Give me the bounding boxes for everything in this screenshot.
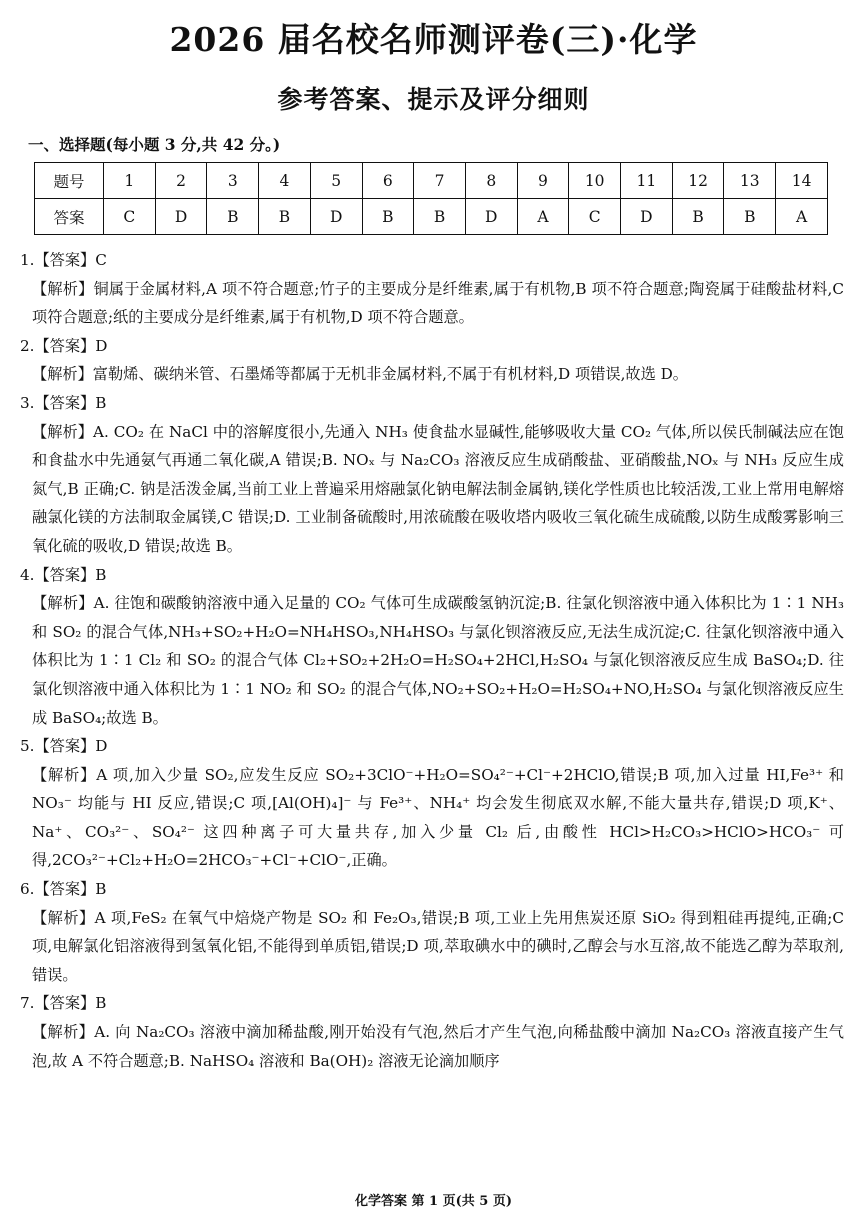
- page-title: 2026 届名校名师测评卷(三)·化学: [169, 20, 698, 59]
- answer-line: 7.【答案】B: [20, 994, 107, 1013]
- question-number: 11: [621, 163, 673, 199]
- question-number: 10: [569, 163, 621, 199]
- answer-cell: C: [569, 199, 621, 235]
- question-number: 12: [672, 163, 724, 199]
- answer-cell: B: [724, 199, 776, 235]
- explanation-text: 【解析】A 项,FeS₂ 在氧气中焙烧产物是 SO₂ 和 Fe₂O₃,错误;B 项,工业上先用焦炭还原 SiO₂ 得到粗硅再提纯,正确;C 项,电解氯化铝溶液得到氢氧化铝,不能得到单质铝,错误;D 项,萃取碘水中的碘时,乙醇会与水互溶,故不能选乙醇为萃取剂,错误。: [32, 908, 844, 984]
- question-number: 9: [517, 163, 569, 199]
- row-label-number: 题号: [35, 163, 104, 199]
- explanation-text: 【解析】A. CO₂ 在 NaCl 中的溶解度很小,先通入 NH₃ 使食盐水显碱性,能够吸收大量 CO₂ 气体,所以侯氏制碱法应在饱和食盐水中先通氨气再通二氧化碳,A 错误;B. NOₓ 与 Na₂CO₃ 溶液反应生成硝酸盐、亚硝酸盐,NOₓ 与 NH₃ 反应生成氮气,B 正确;C. 钠是活泼金属,当前工业上普遍采用熔融氯化钠电解法制金属钠,镁化学性质也比较活泼,工业上常用电解熔融氯化镁的方法制取金属镁,C 错误;D. 工业制备硫酸时,用浓硫酸在吸收塔内吸收三氧化硫生成硫酸,以防生成酸雾影响三氧化硫的吸收,D 错误;故选 B。: [32, 422, 844, 555]
- item-1: [18, 246, 844, 332]
- item-7: [18, 989, 844, 1075]
- item-2: [18, 332, 844, 389]
- page-subtitle: 参考答案、提示及评分细则: [277, 85, 590, 114]
- answer-line: 4.【答案】B: [20, 565, 107, 584]
- answer-cell: B: [207, 199, 259, 235]
- explanation-text: 【解析】A 项,加入少量 SO₂,应发生反应 SO₂+3ClO⁻+H₂O=SO₄²⁻+Cl⁻+2HClO,错误;B 项,加入过量 HI,Fe³⁺ 和 NO₃⁻ 均能与 HI 反应,错误;C 项,[Al(OH)₄]⁻ 与 Fe³⁺、NH₄⁺ 均会发生彻底双水解,不能大量共存,错误;D 项,K⁺、Na⁺、CO₃²⁻、SO₄²⁻ 这四种离子可大量共存,加入少量 Cl₂ 后,由酸性 HCl>H₂CO₃>HClO>HCO₃⁻ 可得,2CO₃²⁻+Cl₂+H₂O=2HCO₃⁻+Cl⁻+ClO⁻,正确。: [32, 765, 844, 870]
- question-number: 1: [104, 163, 156, 199]
- answer-cell: B: [672, 199, 724, 235]
- answer-cell: B: [259, 199, 311, 235]
- question-number-row: [35, 163, 828, 199]
- answer-row: [35, 199, 828, 235]
- answer-cell: A: [776, 199, 828, 235]
- explanations: [18, 246, 844, 1075]
- answer-cell: B: [414, 199, 466, 235]
- answer-line: 3.【答案】B: [20, 393, 107, 412]
- question-number: 14: [776, 163, 828, 199]
- explanation-text: 【解析】A. 往饱和碳酸钠溶液中通入足量的 CO₂ 气体可生成碳酸氢钠沉淀;B. 往氯化钡溶液中通入体积比为 1∶1 NH₃ 和 SO₂ 的混合气体,NH₃+SO₂+H₂O=NH₄HSO₃,NH₄HSO₃ 与氯化钡溶液反应,无法生成沉淀;C. 往氯化钡溶液中通入体积比为 1∶1 Cl₂ 和 SO₂ 的混合气体 Cl₂+SO₂+2H₂O=H₂SO₄+2HCl,H₂SO₄ 与氯化钡溶液反应生成 BaSO₄;D. 往氯化钡溶液中通入体积比为 1∶1 NO₂ 和 SO₂ 的混合气体,NO₂+SO₂+H₂O=H₂SO₄+NO,H₂SO₄ 与氯化钡溶液反应生成 BaSO₄;故选 B。: [32, 594, 844, 727]
- item-3: [18, 389, 844, 561]
- answer-cell: D: [465, 199, 517, 235]
- item-6: [18, 875, 844, 989]
- question-number: 2: [155, 163, 207, 199]
- answer-line: 6.【答案】B: [20, 880, 107, 899]
- answer-table: [34, 162, 828, 235]
- item-5: [18, 732, 844, 875]
- answer-cell: D: [155, 199, 207, 235]
- section-heading: 一、选择题(每小题 3 分,共 42 分。): [28, 135, 281, 154]
- answer-line: 2.【答案】D: [20, 336, 108, 355]
- page-footer: 化学答案 第 1 页(共 5 页): [354, 1194, 513, 1209]
- question-number: 3: [207, 163, 259, 199]
- item-4: [18, 561, 844, 733]
- question-number: 4: [259, 163, 311, 199]
- answer-cell: B: [362, 199, 414, 235]
- question-number: 6: [362, 163, 414, 199]
- row-label-answer: 答案: [35, 199, 104, 235]
- answer-cell: D: [310, 199, 362, 235]
- question-number: 13: [724, 163, 776, 199]
- explanation-text: 【解析】A. 向 Na₂CO₃ 溶液中滴加稀盐酸,刚开始没有气泡,然后才产生气泡,向稀盐酸中滴加 Na₂CO₃ 溶液直接产生气泡,故 A 不符合题意;B. NaHSO₄ 溶液和 Ba(OH)₂ 溶液无论滴加顺序: [32, 1023, 844, 1070]
- question-number: 7: [414, 163, 466, 199]
- explanation-text: 【解析】铜属于金属材料,A 项不符合题意;竹子的主要成分是纤维素,属于有机物,B 项不符合题意;陶瓷属于硅酸盐材料,C 项符合题意;纸的主要成分是纤维素,属于有机物,D 项不符合题意。: [32, 279, 844, 327]
- question-number: 5: [310, 163, 362, 199]
- answer-line: 1.【答案】C: [20, 251, 107, 269]
- question-number: 8: [465, 163, 517, 199]
- answer-cell: D: [621, 199, 673, 235]
- explanation-text: 【解析】富勒烯、碳纳米管、石墨烯等都属于无机非金属材料,不属于有机材料,D 项错误,故选 D。: [32, 365, 688, 384]
- answer-cell: C: [104, 199, 156, 235]
- answer-line: 5.【答案】D: [20, 737, 108, 756]
- answer-cell: A: [517, 199, 569, 235]
